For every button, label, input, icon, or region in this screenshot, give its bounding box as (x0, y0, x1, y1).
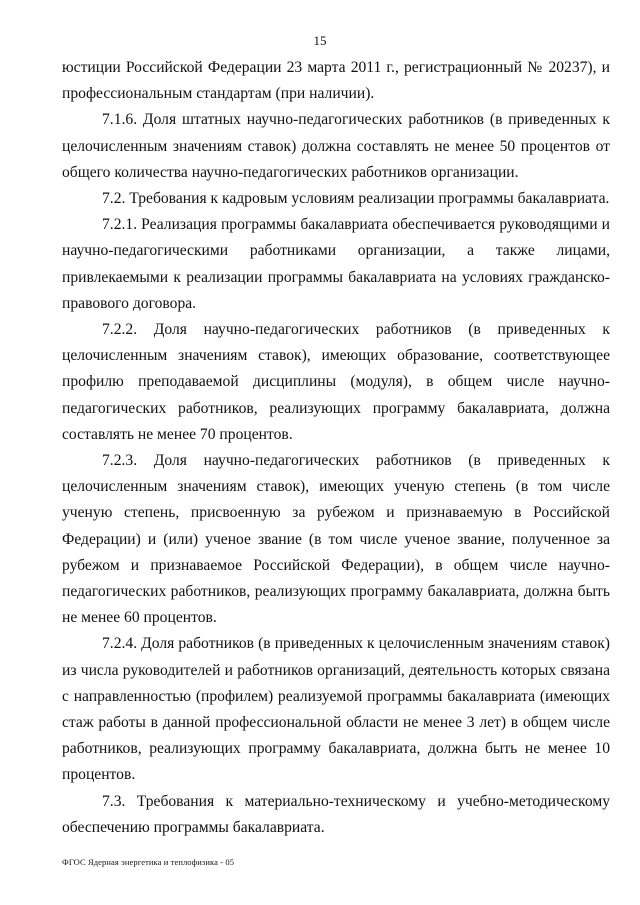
paragraph-continuation: юстиции Российской Федерации 23 марта 2011 г., регистрационный № 20237), и профессиональным стандартам (при наличии). (62, 59, 610, 103)
paragraph-7-3: 7.3. Требования к материально-техническому и учебно-методическому обеспечению программы бакалавриата. (62, 792, 610, 836)
paragraph-7-1-6: 7.1.6. Доля штатных научно-педагогических работников (в приведенных к целочисленным значениям ставок) должна составлять не менее 50 процентов от общего количества научно-педагогических работников организации. (62, 111, 610, 181)
paragraph-7-2-1: 7.2.1. Реализация программы бакалавриата обеспечивается руководящими и научно-педагогическими работниками организации, а также лицами, привлекаемыми к реализации программы бакалавриата на условиях гражданско-правового договора. (62, 216, 610, 312)
paragraph-7-2: 7.2. Требования к кадровым условиям реализации программы бакалавриата. (102, 190, 610, 208)
page-number: 15 (313, 33, 327, 48)
paragraph-7-2-2: 7.2.2. Доля научно-педагогических работников (в приведенных к целочисленным значениям ставок), имеющих образование, соответствующее профилю преподаваемой дисциплины (модуля), в общем числе научно-педагогических работников, реализующих программу бакалавриата, должна составлять не менее 70 процентов. (62, 321, 610, 443)
document-body (62, 55, 610, 841)
document-footer: ФГОС Ядерная энергетика и теплофизика - 05 (62, 857, 235, 867)
paragraph-7-2-4: 7.2.4. Доля работников (в приведенных к целочисленным значениям ставок) из числа руководителей и работников организаций, деятельность которых связана с направленностью (профилем) реализуемой программы бакалавриата (имеющих стаж работы в данной профессиональной области не менее 3 лет) в общем числе работников, реализующих программу бакалавриата, должна быть не менее 10 процентов. (62, 635, 610, 784)
paragraph-7-2-3: 7.2.3. Доля научно-педагогических работников (в приведенных к целочисленным значениям ставок), имеющих ученую степень (в том числе ученую степень, присвоенную за рубежом и признаваемую в Российской Федерации) и (или) ученое звание (в том числе ученое звание, полученное за рубежом и признаваемое Российской Федерации), в общем числе научно-педагогических работников, реализующих программу бакалавриата, должна быть не менее 60 процентов. (62, 452, 610, 627)
